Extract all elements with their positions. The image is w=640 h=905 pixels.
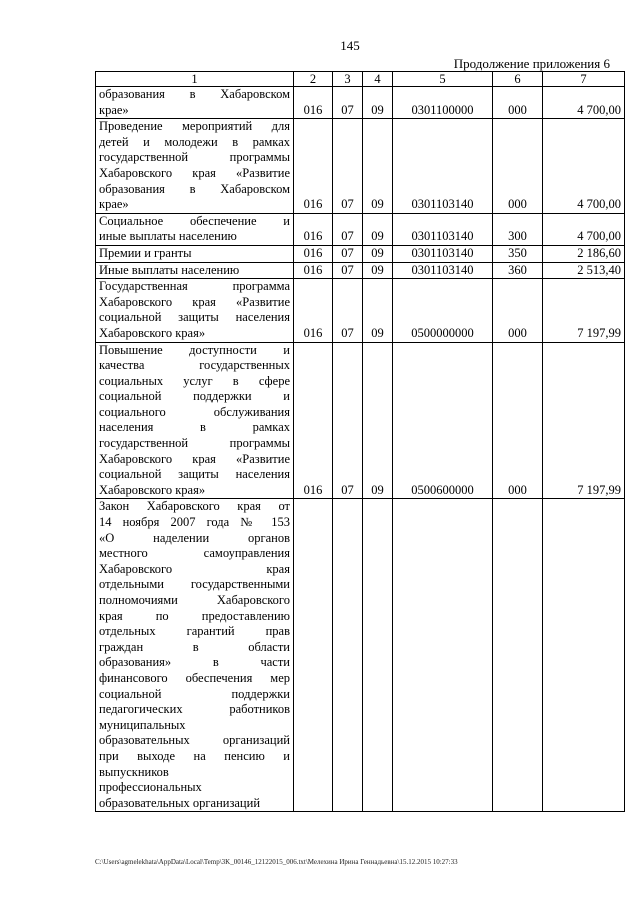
cell-target-article: 0301100000 [393,87,493,119]
row-name-line: социальных услуг в сфере [99,373,290,388]
row-name-line: финансового обеспечения мер [99,670,290,685]
page-number: 145 [340,38,360,53]
cell-section: 07 [333,119,363,214]
cell-target-article: 0301103140 [393,245,493,262]
cell-expense-type: 350 [493,245,543,262]
cell-expense-type [493,499,543,812]
row-name-line: педагогических работников [99,702,290,717]
cell-subsection: 09 [363,87,393,119]
cell-section: 07 [333,245,363,262]
cell-expense-type: 000 [493,119,543,214]
cell-amount: 7 197,99 [543,279,625,342]
row-name-line: отдельных гарантий прав [99,624,290,639]
appendix-continuation: Продолжение приложения 6 [453,56,610,71]
header-col-4: 4 [363,72,393,87]
cell-amount: 2 513,40 [543,262,625,279]
row-name-line: Хабаровского края [99,561,290,576]
table-row [96,262,625,279]
cell-target-article: 0301103140 [393,262,493,279]
table-row [96,499,625,812]
header-col-7: 7 [543,72,625,87]
row-name-line: при выходе на пенсию и [99,748,290,763]
row-name-line: образовательных организаций [99,795,261,810]
cell-amount: 2 186,60 [543,245,625,262]
table-row [96,342,625,499]
cell-section: 07 [333,87,363,119]
row-name-line: «О наделении органов [99,530,290,545]
row-name-line: образования в Хабаровском [99,181,290,196]
table-header-row [96,72,625,87]
row-name-line: государственной программы [99,150,290,165]
row-name-line: Хабаровского края «Развитие [99,294,290,309]
row-name-line: социальной поддержки и [99,389,290,404]
table-row [96,119,625,214]
row-name-line: Проведение мероприятий для [99,119,290,134]
cell-subsection: 09 [363,213,393,245]
cell-ministry-code: 016 [294,262,333,279]
row-name-cell [96,262,294,279]
row-name-line: иные выплаты населению [99,229,237,244]
row-name-cell [96,342,294,499]
row-name-line: муниципальных [99,717,186,732]
cell-section [333,499,363,812]
row-name-line: социальной поддержки [99,686,290,701]
row-name-cell [96,213,294,245]
row-name-line: Закон Хабаровского края от [99,499,290,514]
row-name-line: Хабаровского края «Развитие [99,165,290,180]
row-name-line: отдельными государственными [99,577,290,592]
file-path-footer: C:\Users\agmelekhata\AppData\Local\Temp\3K_00146_12122015_006.txt\Мелехина Ирина Геннадьевна\15.12.2015 10:27:33 [95,858,458,866]
row-name-line: населения в рамках [99,420,290,435]
cell-subsection: 09 [363,262,393,279]
cell-target-article: 0301103140 [393,119,493,214]
cell-ministry-code: 016 [294,279,333,342]
row-name-line: Премии и гранты [99,245,192,260]
cell-section: 07 [333,342,363,499]
cell-amount: 4 700,00 [543,213,625,245]
cell-expense-type: 360 [493,262,543,279]
cell-ministry-code: 016 [294,87,333,119]
row-name-line: Социальное обеспечение и [99,213,290,228]
row-name-line: полномочиями Хабаровского [99,593,290,607]
row-name-line: местного самоуправления [99,546,290,561]
row-name-line: образования в Хабаровском [99,87,290,101]
row-name-line: Хабаровского края «Развитие [99,451,290,466]
row-name-line: Хабаровского края» [99,325,206,340]
header-col-5: 5 [393,72,493,87]
row-name-cell [96,279,294,342]
cell-section: 07 [333,262,363,279]
row-name-line: выпускников [99,764,169,779]
row-name-line: профессиональных [99,780,202,795]
cell-target-article: 0500000000 [393,279,493,342]
table-row [96,279,625,342]
header-col-1: 1 [96,72,294,87]
row-name-line: детей и молодежи в рамках [99,134,290,149]
row-name-line: социальной защиты населения [99,467,290,482]
row-name-cell [96,245,294,262]
row-name-line: образовательных организаций [99,733,290,748]
table-row [96,87,625,119]
table-body [96,87,625,812]
row-name-line: качества государственных [99,358,290,373]
cell-amount: 4 700,00 [543,119,625,214]
header-col-6: 6 [493,72,543,87]
row-name-line: государственной программы [99,436,290,451]
cell-subsection: 09 [363,342,393,499]
cell-target-article: 0500600000 [393,342,493,499]
cell-ministry-code: 016 [294,119,333,214]
row-name-line: социального обслуживания [99,404,290,419]
row-name-line: крае» [99,102,129,117]
row-name-line: Повышение доступности и [99,342,290,357]
header-col-3: 3 [333,72,363,87]
table-row [96,213,625,245]
cell-ministry-code [294,499,333,812]
row-name-cell [96,119,294,214]
cell-section: 07 [333,213,363,245]
row-name-cell [96,499,294,812]
row-name-line: Хабаровского края» [99,482,206,497]
row-name-line: 14 ноября 2007 года № 153 [99,515,290,530]
cell-subsection: 09 [363,279,393,342]
row-name-line: края по предоставлению [99,608,290,623]
cell-target-article: 0301103140 [393,213,493,245]
cell-section: 07 [333,279,363,342]
cell-ministry-code: 016 [294,245,333,262]
header-col-2: 2 [294,72,333,87]
cell-target-article [393,499,493,812]
cell-amount: 7 197,99 [543,342,625,499]
row-name-cell [96,87,294,119]
cell-subsection [363,499,393,812]
cell-expense-type: 000 [493,87,543,119]
row-name-line: Иные выплаты населению [99,262,240,277]
cell-amount [543,499,625,812]
row-name-line: Государственная программа [99,279,290,294]
cell-expense-type: 000 [493,342,543,499]
cell-amount: 4 700,00 [543,87,625,119]
budget-table [95,71,625,812]
row-name-line: образования» в части [99,655,290,670]
row-name-line: крае» [99,197,129,212]
row-name-line: социальной защиты населения [99,310,290,325]
cell-subsection: 09 [363,245,393,262]
cell-ministry-code: 016 [294,342,333,499]
cell-ministry-code: 016 [294,213,333,245]
table-row [96,245,625,262]
cell-subsection: 09 [363,119,393,214]
cell-expense-type: 000 [493,279,543,342]
cell-expense-type: 300 [493,213,543,245]
row-name-line: граждан в области [99,639,290,654]
